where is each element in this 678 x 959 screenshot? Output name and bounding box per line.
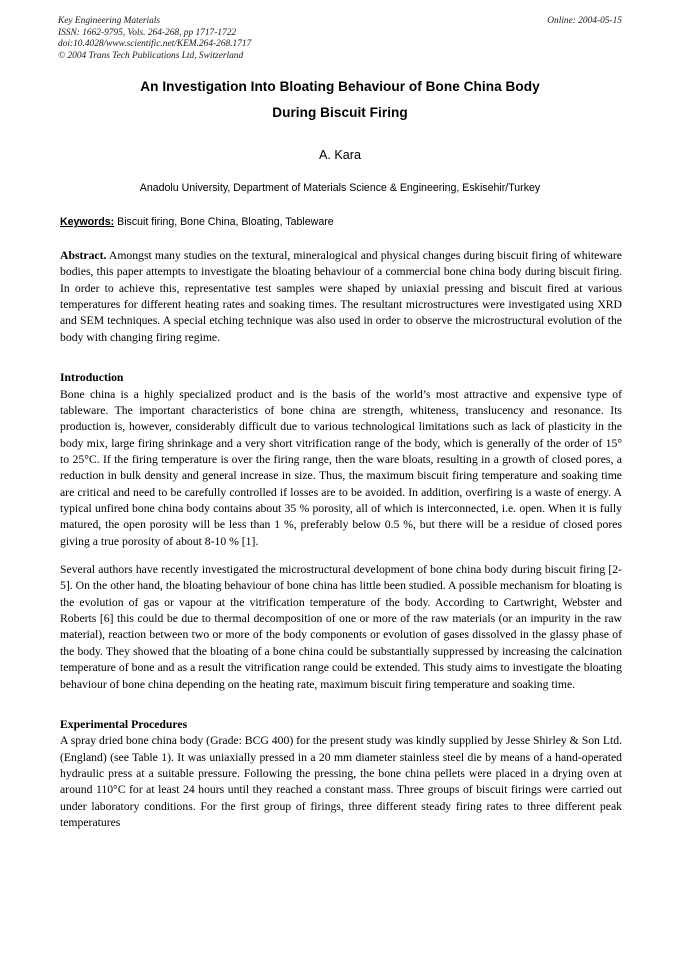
masthead-top-row xyxy=(58,16,622,62)
abstract-label: Abstract. xyxy=(60,249,107,262)
section-heading-introduction: Introduction xyxy=(60,371,124,385)
abstract-introduction-gap xyxy=(60,358,622,370)
keywords-line xyxy=(60,215,622,229)
author-affiliation: Anadolu University, Department of Materials Science & Engineering, Eskisehir/Turkey xyxy=(139,182,541,194)
author-name: A. Kara xyxy=(319,148,361,162)
doi-line: doi:10.4028/www.scientific.net/KEM.264-268.1717 xyxy=(58,39,252,50)
paper-title-line-2: During Biscuit Firing xyxy=(272,105,408,120)
experimental-paragraph-1: A spray dried bone china body (Grade: BCG 400) for the present study was kindly supplied by Jesse Shirley & Son Ltd. (England) (see Table 1). It was uniaxially pressed in a 20 mm diameter stainless steel die by means of a hand-operated hydraulic press at a suitable pressure. Following the pressing, the bone china pellets were placed in a drying oven at around 110°C for at least 24 hours until they reached a constant mass. Three groups of biscuit firings were carried out under laboratory conditions. For the first group of firings, three different steady firing rates to three different peak temperatures xyxy=(60,734,622,830)
introduction-experimental-gap xyxy=(60,705,622,717)
copyright-line: © 2004 Trans Tech Publications Ltd, Switzerland xyxy=(58,50,244,61)
introduction-paragraph-2: Several authors have recently investigated the microstructural development of bone china body during biscuit firing [2-5]. On the other hand, the bloating behaviour of bone china has little been studied. A possible mechanism for bloating is the evolution of gas or vapour at the vitrification temperature of the body. According to Cartwright, Webster and Roberts [6] this could be due to thermal decomposition of one or more of the raw materials (or an impurity in the raw material), reaction between two or more of the body components or evolution of gases dissolved in the glassy phase of the body. They showed that the bloating of a bone china could be substantially suppressed by increasing the calcination temperature of bone and as a result the vitrification range could be extended. This study aims to investigate the bloating behaviour of bone china depending on the heating rate, maximum biscuit firing temperature and soaking time. xyxy=(60,563,622,691)
journal-name: Key Engineering Materials xyxy=(58,16,161,26)
keywords-list: Biscuit firing, Bone China, Bloating, Tableware xyxy=(117,216,334,228)
section-heading-experimental-procedures: Experimental Procedures xyxy=(60,717,188,731)
abstract-paragraph xyxy=(60,248,622,346)
online-publication-date: Online: 2004-05-15 xyxy=(547,16,622,26)
introduction-paragraph-1: Bone china is a highly specialized product and is the basis of the world’s most attractive and expensive type of tableware. The important characteristics of bone china are strength, whiteness, translucency and resonance. Its production is, however, considerably difficult due to various technological limitations such as lack of plasticity in the body mix, large firing shrinkage and a very short vitrification range of the body, which is generally of the order of 15° to 25°C. If the firing temperature is over the firing range, then the ware bloats, resulting in a growth of closed pores, a reduction in bulk density and general increase in size. Thus, the maximum biscuit firing temperature and soaking time are critical and need to be carefully controlled if losses are to be avoided. In addition, overfiring is a waste of energy. A typical unfired bone china body contains about 35 % porosity, all of which is interconnected, i.e. open. When it is fully matured, the open porosity will be less than 1 %, preferably below 0.5 %, but there will be a residue of closed pores giving a true porosity of about 8-10 % [1]. xyxy=(60,387,622,548)
paper-title-line-1: An Investigation Into Bloating Behaviour of Bone China Body xyxy=(140,79,540,94)
masthead xyxy=(58,16,622,62)
abstract-text: Amongst many studies on the textural, mineralogical and physical changes during biscuit firing of whiteware bodies, this paper attempts to investigate the bloating behaviour of a commercial bone china body during biscuit firing. In order to achieve this, representative test samples were shaped by uniaxial pressing and biscuit fired at various temperatures for different heating rates and soaking times. The resultant microstructures were investigated using XRD and SEM techniques. A special etching technique was also used in order to observe the microstructural evolution of the body with changing firing regime. xyxy=(60,249,622,344)
page-title xyxy=(60,74,620,126)
issn-volume-pages: ISSN: 1662-9795, Vols. 264-268, pp 1717-1722 xyxy=(58,27,237,38)
body-column xyxy=(60,248,622,832)
masthead-left-block xyxy=(58,16,251,62)
keywords-label: Keywords: xyxy=(60,216,115,228)
